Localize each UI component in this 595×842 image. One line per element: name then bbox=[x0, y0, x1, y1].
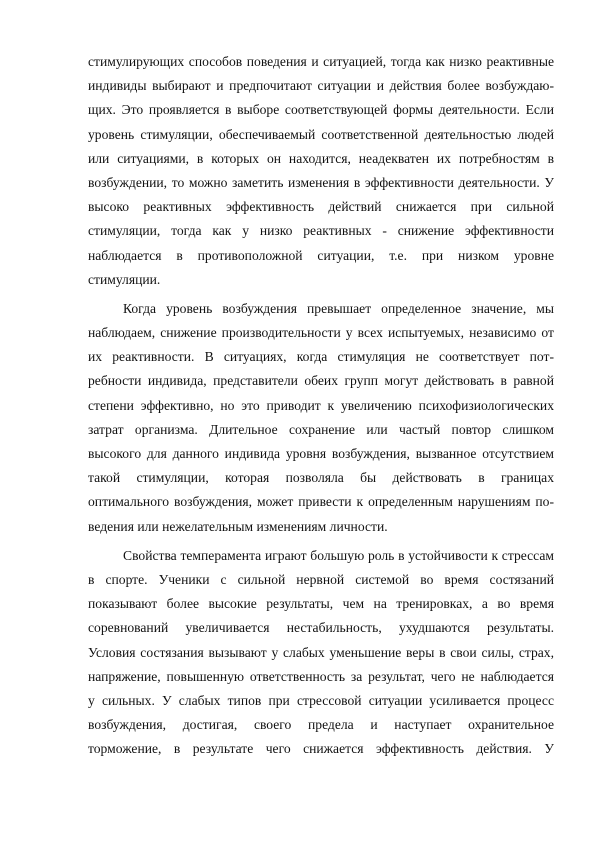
text-line: щих. Это проявляется в выборе соответствующей формы деятельности. Если bbox=[88, 102, 554, 118]
paragraph bbox=[88, 544, 554, 762]
text-line: ребности индивида, представители обеих групп могут действовать в равной bbox=[88, 373, 554, 389]
document-body bbox=[88, 50, 554, 761]
text-line: Условия состязания вызывают у слабых уменьшение веры в свои силы, страх, bbox=[88, 644, 554, 660]
text-line: у сильных. У слабых типов при стрессовой ситуации усиливается процесс bbox=[88, 692, 554, 708]
text-line: соревнований увеличивается нестабильность, ухудшаются результаты. bbox=[88, 620, 554, 636]
text-line: торможение, в результате чего снижается эффективность действия. У bbox=[88, 741, 554, 757]
text-line: показывают более высокие результаты, чем на тренировках, а во время bbox=[88, 596, 554, 612]
text-line: Когда уровень возбуждения превышает определенное значение, мы bbox=[123, 300, 554, 316]
text-line: напряжение, повышенную ответственность за результат, чего не наблюдается bbox=[88, 668, 554, 684]
text-line: стимуляции, тогда как у низко реактивных - снижение эффективности bbox=[88, 223, 554, 239]
text-line: степени эффективно, но это приводит к увеличению психофизиологических bbox=[88, 397, 554, 413]
text-line: стимулирующих способов поведения и ситуацией, тогда как низко реактивные bbox=[88, 54, 554, 69]
text-line: уровень стимуляции, обеспечиваемый соответственной деятельностью людей bbox=[88, 126, 554, 142]
text-line: такой стимуляции, которая позволяла бы действовать в границах bbox=[88, 470, 554, 486]
text-line: Свойства темперамента играют большую роль в устойчивости к стрессам bbox=[123, 547, 554, 563]
text-line: индивиды выбирают и предпочитают ситуации и действия более возбуждаю- bbox=[88, 78, 554, 94]
text-line: оптимального возбуждения, может привести к определенным нарушениям по- bbox=[88, 494, 554, 510]
paragraph bbox=[88, 297, 554, 539]
text-line: наблюдаем, снижение производительности у всех испытуемых, независимо от bbox=[88, 325, 554, 341]
paragraph bbox=[88, 50, 554, 292]
text-line: высоко реактивных эффективность действий снижается при сильной bbox=[88, 199, 554, 215]
text-line: в спорте. Ученики с сильной нервной системой во время состязаний bbox=[88, 571, 554, 587]
text-line: высокого для данного индивида уровня возбуждения, вызванное отсутствием bbox=[88, 446, 554, 461]
text-line: затрат организма. Длительное сохранение или частый повтор слишком bbox=[88, 421, 554, 437]
text-line: возбуждении, то можно заметить изменения в эффективности деятельности. У bbox=[88, 174, 554, 190]
text-line: или ситуациями, в которых он находится, неадекватен их потребностям в bbox=[88, 150, 554, 166]
text-line: их реактивности. В ситуациях, когда стимуляция не соответствует пот- bbox=[88, 349, 554, 365]
text-line: стимуляции. bbox=[88, 271, 161, 287]
text-line: наблюдается в противоположной ситуации, т.е. при низком уровне bbox=[88, 247, 554, 263]
text-line: ведения или нежелательным изменениям личности. bbox=[88, 518, 388, 534]
text-line: возбуждения, достигая, своего предела и наступает охранительное bbox=[88, 717, 554, 733]
